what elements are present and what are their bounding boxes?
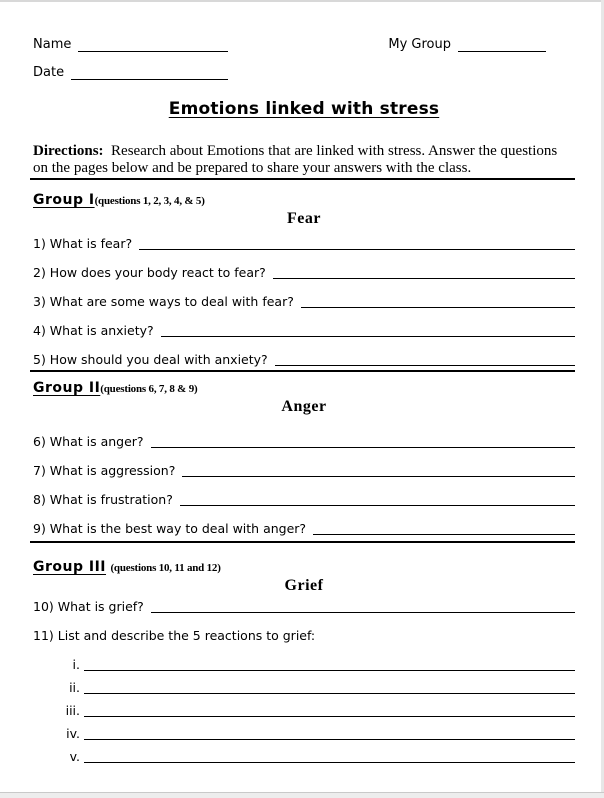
question-2-text: 2) How does your body react to fear? (33, 265, 266, 280)
directions-paragraph (30, 143, 575, 180)
list-item-iv-label: iv. (66, 726, 80, 741)
group-2-note: (questions 6, 7, 8 & 9) (100, 383, 198, 395)
question-row-6 (33, 433, 575, 450)
question-6-text: 6) What is anger? (33, 434, 144, 449)
list-item-iii (48, 702, 575, 719)
list-item-ii-answer-line (84, 693, 575, 694)
page-edge-top (0, 0, 604, 2)
section-group-2 (30, 380, 575, 543)
question-8-answer-line (180, 505, 575, 506)
list-item-iv (48, 725, 575, 742)
section-group-3 (30, 559, 575, 765)
question-9-answer-line (313, 534, 575, 535)
question-11-text: 11) List and describe the 5 reactions to grief: (33, 628, 316, 643)
question-6-answer-line (151, 447, 575, 448)
grief-reactions-list (33, 656, 575, 765)
date-blank-line (71, 79, 228, 80)
page-title: Emotions linked with stress (168, 99, 440, 119)
group-3-header (33, 559, 575, 577)
question-10-answer-line (151, 612, 575, 613)
list-item-i-answer-line (84, 670, 575, 671)
date-label: Date (33, 65, 65, 80)
group-3-note: (questions 10, 11 and 12) (110, 562, 221, 574)
header-row (33, 36, 575, 54)
question-row-2 (33, 264, 575, 281)
section-heading-grief: Grief (284, 577, 324, 594)
list-item-v (48, 748, 575, 765)
my-group-field (388, 36, 546, 54)
question-row-9 (33, 520, 575, 537)
question-row-8 (33, 491, 575, 508)
group-1-note: (questions 1, 2, 3, 4, & 5) (94, 195, 205, 207)
date-row (33, 64, 575, 82)
directions-text-1: Research about Emotions that are linked with stress. Answer the questions (111, 143, 558, 159)
question-7-text: 7) What is aggression? (33, 463, 176, 478)
question-row-4 (33, 322, 575, 339)
question-2-answer-line (273, 278, 575, 279)
list-item-i (48, 656, 575, 673)
question-1-answer-line (139, 249, 575, 250)
date-field (33, 64, 228, 82)
list-item-iii-answer-line (84, 716, 575, 717)
section-heading-fear: Fear (287, 210, 321, 227)
question-row-10 (33, 598, 575, 615)
list-item-ii (48, 679, 575, 696)
question-5-text: 5) How should you deal with anxiety? (33, 352, 268, 367)
directions-text-2: on the pages below and be prepared to share your answers with the class. (33, 160, 472, 176)
name-blank-line (78, 51, 228, 52)
name-field (33, 36, 228, 54)
question-row-7 (33, 462, 575, 479)
list-item-iii-label: iii. (65, 703, 80, 718)
question-4-text: 4) What is anxiety? (33, 323, 154, 338)
question-5-answer-line (275, 365, 575, 366)
group-1-header (33, 192, 575, 210)
directions-label: Directions: (33, 143, 104, 159)
group-3-label: Group III (33, 559, 107, 575)
my-group-blank-line (458, 51, 546, 52)
list-item-v-label: v. (69, 749, 80, 764)
question-3-answer-line (301, 307, 575, 308)
question-row-5 (33, 351, 575, 368)
page-edge-bottom (0, 792, 604, 798)
question-row-11 (33, 627, 575, 644)
question-10-text: 10) What is grief? (33, 599, 144, 614)
question-1-text: 1) What is fear? (33, 236, 133, 251)
question-7-answer-line (182, 476, 575, 477)
list-item-i-label: i. (72, 657, 80, 672)
group-1-label: Group I (33, 192, 95, 208)
name-label: Name (33, 37, 72, 52)
question-row-1 (33, 235, 575, 252)
list-item-iv-answer-line (84, 739, 575, 740)
section-heading-anger: Anger (281, 398, 327, 415)
question-3-text: 3) What are some ways to deal with fear? (33, 294, 294, 309)
directions-line-1 (33, 143, 575, 160)
my-group-label: My Group (388, 37, 451, 52)
question-4-answer-line (161, 336, 575, 337)
group-2-header (33, 380, 575, 398)
list-item-ii-label: ii. (69, 680, 80, 695)
group-2-label: Group II (33, 380, 101, 396)
question-row-3 (33, 293, 575, 310)
question-8-text: 8) What is frustration? (33, 492, 173, 507)
question-9-text: 9) What is the best way to deal with anger? (33, 521, 307, 536)
section-group-1 (30, 192, 575, 372)
list-item-v-answer-line (84, 762, 575, 763)
